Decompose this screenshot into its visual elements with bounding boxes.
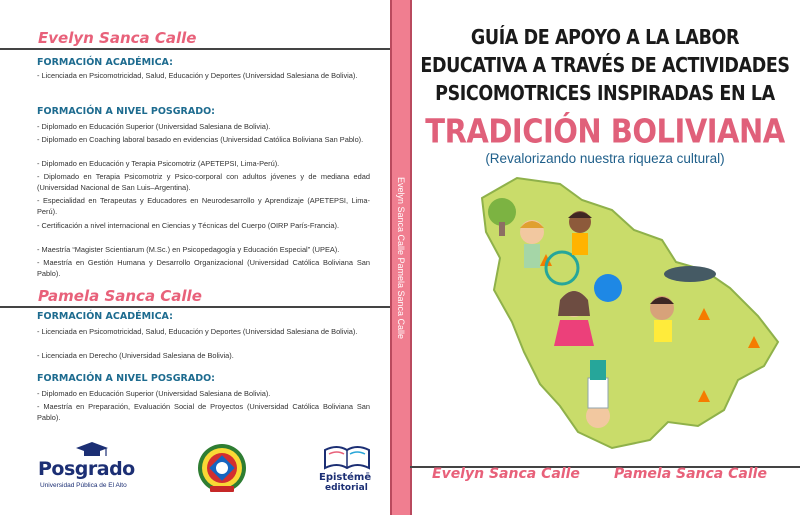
list-item: - Maestría en Preparación, Evaluación Social de Proyectos (Universidad Católica Boliviana San Pablo). (37, 402, 370, 423)
bolivia-map-illustration (462, 170, 792, 455)
spine-authors: Evelyn Sanca Calle Pamela Sanca Calle (396, 176, 406, 339)
list-item: - Maestría en Gestión Humana y Desarrollo Organizacional (Universidad Católica Boliviana San Pablo). (37, 258, 370, 279)
list-item: - Maestría “Magister Scientiarum (M.Sc.) en Psicopedagogía y Educación Especial” (UPEA). (37, 245, 340, 254)
posgrado-logo (34, 440, 144, 495)
section-heading: FORMACIÓN A NIVEL POSGRADO: (37, 106, 215, 117)
book-icon (317, 440, 377, 472)
episteme-wordmark: Epistémē (319, 472, 372, 483)
title-highlight: TRADICIÓN BOLIVIANA (425, 111, 785, 151)
posgrado-wordmark: Posgrado (38, 458, 135, 480)
list-item: - Diplomado en Educación y Terapia Psicomotriz (APETEPSI, Lima-Perú). (37, 159, 280, 168)
author-name: Evelyn Sanca Calle (432, 466, 580, 482)
episteme-sub: editorial (325, 483, 368, 493)
list-item: - Diplomado en Educación Superior (Universidad Salesiana de Bolivia). (37, 389, 271, 398)
list-item: - Licenciada en Psicomotricidad, Salud, Educación y Deportes (Universidad Salesiana de Bolivia). (37, 327, 358, 336)
list-item: - Certificación a nivel internacional en Ciencias y Técnicas del Cuerpo (OIRP París-Francia). (37, 221, 340, 230)
episteme-logo (317, 440, 377, 495)
list-item: - Licenciada en Derecho (Universidad Salesiana de Bolivia). (37, 351, 234, 360)
list-item: - Licenciada en Psicomotricidad, Salud, Educación y Deportes (Universidad Salesiana de Bolivia). (37, 71, 358, 80)
subtitle: (Revalorizando nuestra riqueza cultural) (485, 151, 725, 166)
author-name: Pamela Sanca Calle (614, 466, 767, 482)
back-cover (0, 0, 390, 515)
university-seal-icon (196, 442, 248, 494)
author-name: Pamela Sanca Calle (38, 287, 202, 305)
author-name-bar (0, 30, 390, 50)
list-item: - Diplomado en Coaching laboral basado en evidencias (Universidad Católica Boliviana San Pablo). (37, 135, 364, 144)
title-line: EDUCATIVA A TRAVÉS DE ACTIVIDADES (420, 54, 790, 78)
title-line: PSICOMOTRICES INSPIRADAS EN LA (435, 82, 775, 106)
author-name-bar (0, 288, 390, 308)
posgrado-university: Universidad Pública de El Alto (40, 482, 127, 489)
list-item: - Diplomado en Terapia Psicomotriz y Psico-corporal con adultos jóvenes y de mediana edad (Universidad Nacional de San Luis–Argentina). (37, 172, 370, 193)
section-heading: FORMACIÓN ACADÉMICA: (37, 57, 173, 68)
title-line: GUÍA DE APOYO A LA LABOR (470, 26, 740, 50)
list-item: - Especialidad en Terapeutas y Educadores en Neurodesarrollo y Aprendizaje (APETEPSI, Lima-Perú). (37, 196, 370, 217)
section-heading: FORMACIÓN ACADÉMICA: (37, 311, 173, 322)
list-item: - Diplomado en Educación Superior (Universidad Salesiana de Bolivia). (37, 122, 271, 131)
book-spine (390, 0, 412, 515)
author-name: Evelyn Sanca Calle (38, 29, 197, 47)
section-heading: FORMACIÓN A NIVEL POSGRADO: (37, 373, 215, 384)
front-cover (410, 0, 800, 515)
